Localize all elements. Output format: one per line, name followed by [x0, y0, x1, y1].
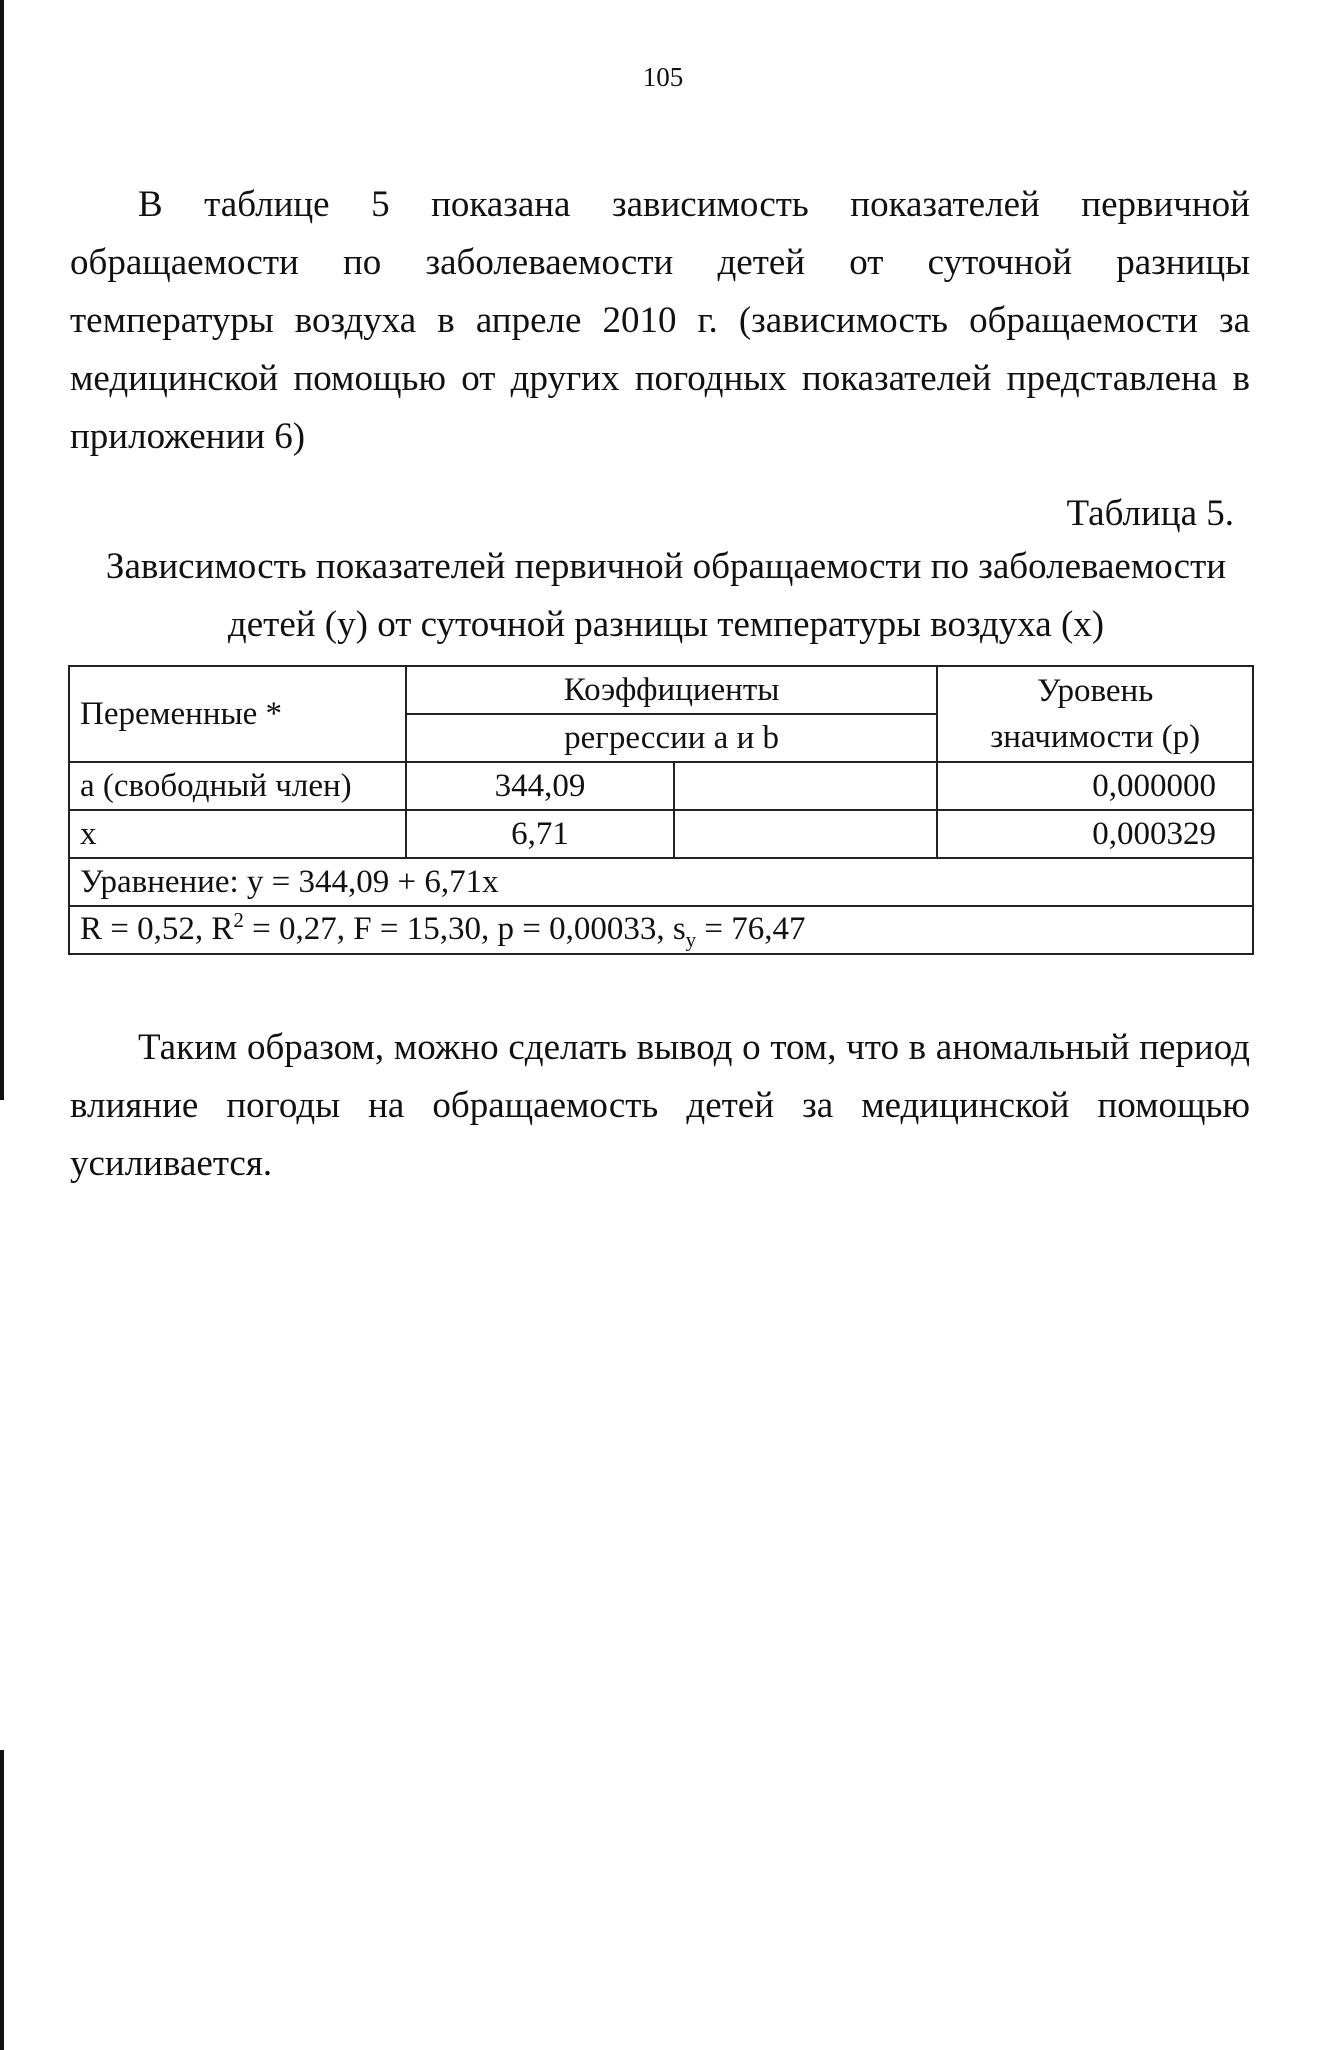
intro-paragraph [70, 176, 1250, 466]
table-caption: Зависимость показателей первичной обращаемости по заболеваемости детей (у) от суточной разницы температуры воздуха (х) [105, 546, 1227, 645]
page-number: 105 [642, 62, 684, 92]
header-significance-line2: значимости (р) [990, 719, 1201, 755]
conclusion-paragraph [70, 1019, 1250, 1193]
regression-table [68, 665, 1254, 955]
header-significance [937, 666, 1253, 762]
scan-edge-top [0, 0, 4, 1100]
stats-middle: = 0,27, F = 15,30, р = 0,00033, s [243, 910, 686, 947]
row-empty-cell [674, 762, 937, 810]
header-coefficients-line2: регрессии а и b [406, 714, 938, 762]
intro-text: В таблице 5 показана зависимость показателей первичной обращаемости по заболеваемости детей от суточной разницы температуры воздуха в апреле 2010 г. (зависимость обращаемости за медицинской помощью от других погодных показателей представлена в приложении 6) [70, 184, 1250, 457]
stats-sy-subscript: y [685, 927, 697, 952]
equation: Уравнение: у = 344,09 + 6,71х [69, 858, 1253, 906]
row-empty-cell [674, 810, 937, 858]
table-row [69, 762, 1253, 810]
scan-edge-bottom [0, 1750, 4, 2050]
header-coefficients-line1: Коэффициенты [406, 666, 938, 714]
stats-r: R = 0,52, R [80, 910, 234, 947]
row-coefficient: 6,71 [406, 810, 674, 858]
table-label: Таблица 5. [1066, 493, 1234, 534]
regression-stats [69, 906, 1253, 954]
stats-end: = 76,47 [696, 910, 806, 947]
conclusion-text: Таким образом, можно сделать вывод о том, что в аномальный период влияние погоды на обращаемость детей за медицинской помощью усиливается. [70, 1027, 1250, 1184]
header-significance-line1: Уровень [1037, 673, 1154, 709]
row-significance: 0,000000 [937, 762, 1253, 810]
stats-r2-exponent: 2 [233, 907, 244, 932]
header-variables: Переменные * [69, 666, 406, 762]
table-header-row [69, 666, 1253, 714]
equation-row [69, 858, 1253, 906]
stats-row [69, 906, 1253, 954]
table-row [69, 810, 1253, 858]
row-coefficient: 344,09 [406, 762, 674, 810]
row-variable: х [69, 810, 406, 858]
row-variable: а (свободный член) [69, 762, 406, 810]
row-significance: 0,000329 [937, 810, 1253, 858]
